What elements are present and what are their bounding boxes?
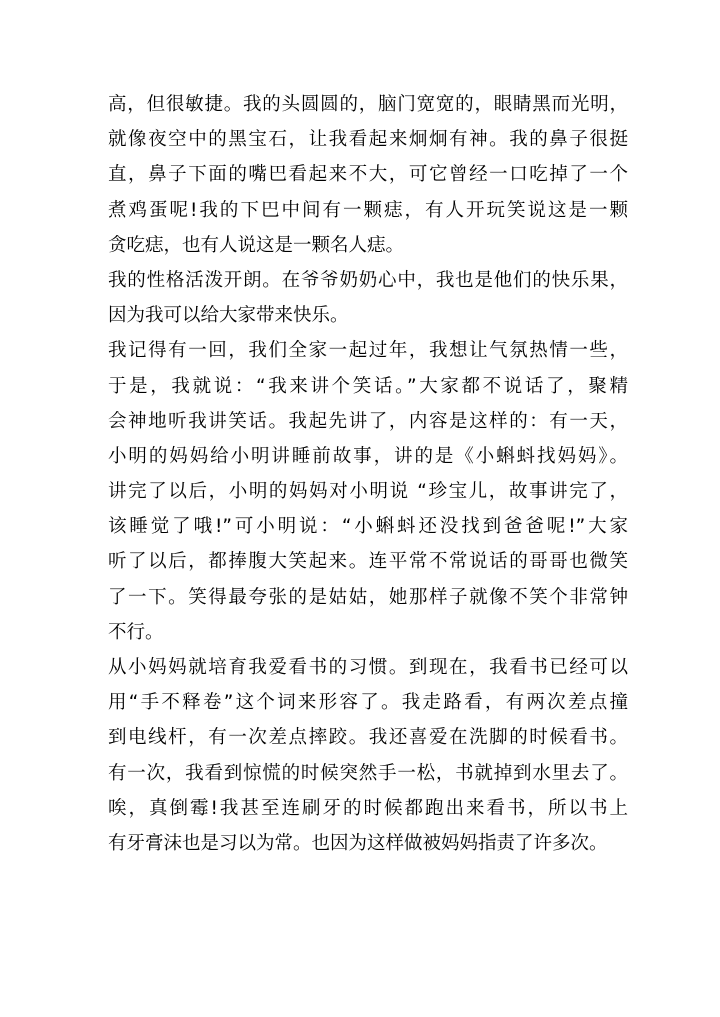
text-line: 贪吃痣，也有人说这是一颗名人痣。 [108,234,405,256]
text-line: 于是，我就说：“我来讲个笑话。”大家都不说话了，聚精 [108,375,628,397]
text-line: 煮鸡蛋呢!我的下巴中间有一颗痣，有人开玩笑说这是一颗 [108,199,628,221]
text-line: 就像夜空中的黑宝石，让我看起来炯炯有神。我的鼻子很挺 [108,129,628,151]
text-line: 因为我可以给大家带来快乐。 [108,305,349,327]
paragraph-personality [108,263,628,333]
paragraph-new-year-joke [108,333,628,650]
text-line: 小明的妈妈给小明讲睡前故事，讲的是《小蝌蚪找妈妈》。 [108,445,628,467]
paragraph-appearance [108,87,628,263]
text-line: 该睡觉了哦!”可小明说：“小蝌蚪还没找到爸爸呢!”大家 [108,516,628,538]
text-line: 唉，真倒霉!我甚至连刷牙的时候都跑出来看书，所以书上 [108,797,628,819]
text-line: 到电线杆，有一次差点摔跤。我还喜爱在洗脚的时候看书。 [108,727,628,749]
text-line: 我记得有一回，我们全家一起过年，我想让气氛热情一些， [108,340,628,362]
paragraph-reading-habit [108,650,628,861]
text-line: 讲完了以后，小明的妈妈对小明说 “珍宝儿，故事讲完了， [108,481,628,503]
text-line: 听了以后，都捧腹大笑起来。连平常不常说话的哥哥也微笑 [108,551,628,573]
text-line: 会神地听我讲笑话。我起先讲了，内容是这样的：有一天， [108,410,628,432]
text-line: 不行。 [108,621,164,643]
text-line: 有牙膏沫也是习以为常。也因为这样做被妈妈指责了许多次。 [108,832,608,854]
text-line: 高，但很敏捷。我的头圆圆的，脑门宽宽的，眼睛黑而光明， [108,94,628,115]
text-line: 直，鼻子下面的嘴巴看起来不大，可它曾经一口吃掉了一个 [108,164,628,186]
text-line: 从小妈妈就培育我爱看书的习惯。到现在，我看书已经可以 [108,657,628,678]
document-body [108,87,628,861]
text-line: 有一次，我看到惊慌的时候突然手一松，书就掉到水里去了。 [108,762,628,784]
text-line: 用“手不释卷”这个词来形容了。我走路看，有两次差点撞 [108,692,628,714]
text-line: 我的性格活泼开朗。在爷爷奶奶心中，我也是他们的快乐果， [108,269,628,291]
text-line: 了一下。笑得最夸张的是姑姑，她那样子就像不笑个非常钟 [108,586,628,608]
